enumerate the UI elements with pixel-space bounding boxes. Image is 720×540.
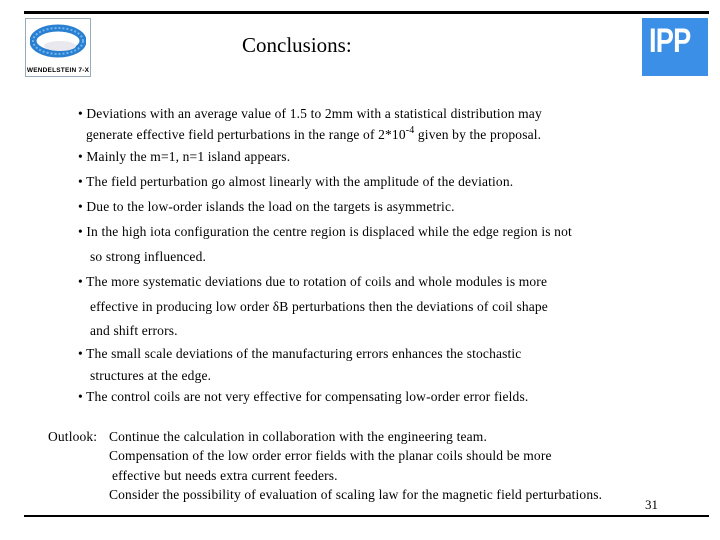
stellarator-icon xyxy=(30,23,86,61)
bullet-5-line-2: so strong influenced. xyxy=(90,249,207,264)
logo-caption: WENDELSTEIN 7-X xyxy=(26,67,90,74)
bullet-1-line-1: • Deviations with an average value of 1.5 to 2mm with a statistical distribution may xyxy=(78,106,542,121)
bullet-text: generate effective field perturbations in the range of 2*10 xyxy=(86,127,406,142)
outlook-label: Outlook: xyxy=(48,429,98,444)
bullet-6-line-1: • The more systematic deviations due to rotation of coils and whole modules is more xyxy=(78,274,548,289)
ipp-logo xyxy=(642,18,708,76)
outlook-line-3: effective but needs extra current feeders. xyxy=(112,468,338,483)
bullet-3: • The field perturbation go almost linearly with the amplitude of the deviation. xyxy=(78,174,514,189)
exponent: -4 xyxy=(405,125,415,136)
bullet-7-line-1: • The small scale deviations of the manufacturing errors enhances the stochastic xyxy=(78,346,522,361)
outlook-line-2: Compensation of the low order error fields with the planar coils should be more xyxy=(109,448,552,463)
bottom-rule xyxy=(24,515,709,517)
bullet-4: • Due to the low-order islands the load on the targets is asymmetric. xyxy=(78,199,455,214)
top-rule xyxy=(24,11,709,14)
wendelstein-7x-logo xyxy=(25,18,91,77)
page-number: 31 xyxy=(645,497,658,512)
bullet-7-line-2: structures at the edge. xyxy=(90,368,212,383)
slide-title: Conclusions: xyxy=(242,33,352,57)
bullet-6-line-2: effective in producing low order δB perturbations then the deviations of coil shape xyxy=(90,299,548,314)
bullet-5-line-1: • In the high iota configuration the centre region is displaced while the edge region is not xyxy=(78,224,572,239)
bullet-6-line-3: and shift errors. xyxy=(90,323,178,338)
bullet-text: given by the proposal. xyxy=(414,127,542,142)
bullet-8: • The control coils are not very effective for compensating low-order error fields. xyxy=(78,389,529,404)
outlook-line-1: Continue the calculation in collaboration with the engineering team. xyxy=(109,429,487,444)
bullet-1-line-2 xyxy=(86,125,541,143)
bullet-2: • Mainly the m=1, n=1 island appears. xyxy=(78,149,291,164)
ipp-logo-text: IPP xyxy=(649,22,691,60)
outlook-line-4: Consider the possibility of evaluation of scaling law for the magnetic field perturbations. xyxy=(109,487,603,502)
